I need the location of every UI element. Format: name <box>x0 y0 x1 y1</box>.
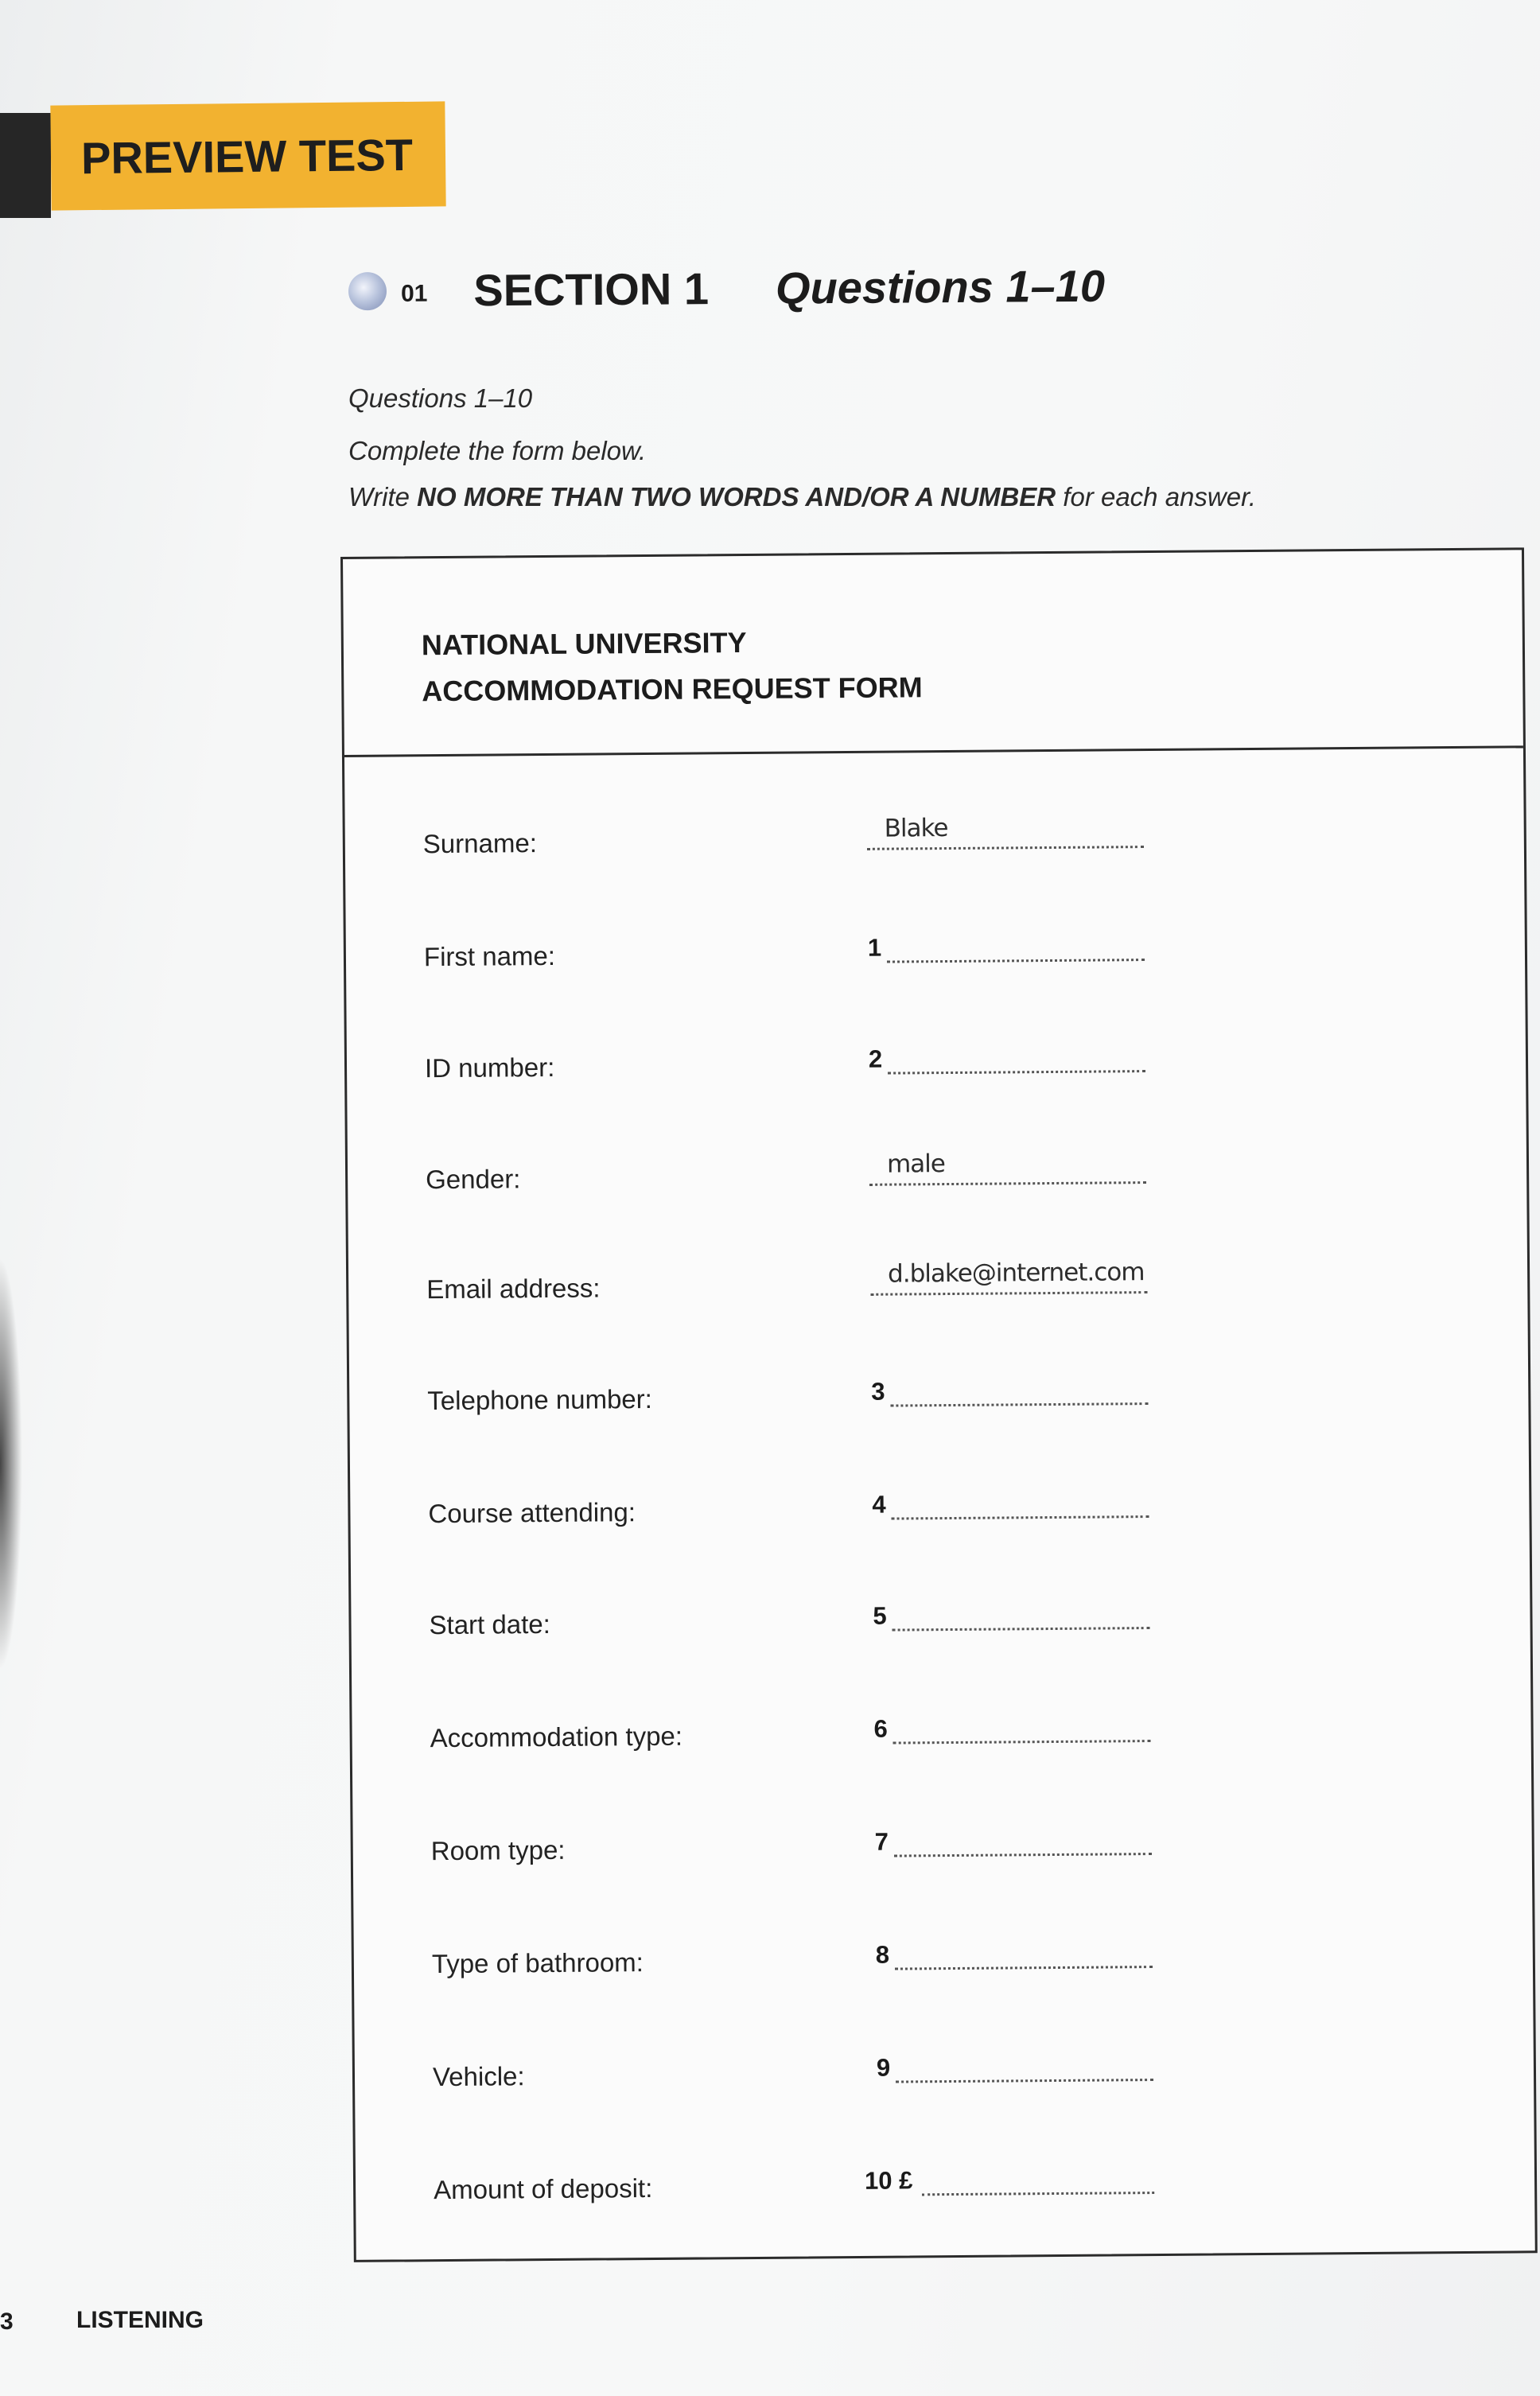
form-row-course <box>350 1490 1529 1547</box>
page-number: 3 <box>0 2308 14 2335</box>
answer-blank[interactable] <box>892 1515 1149 1520</box>
form-title-line1: NATIONAL UNIVERSITY <box>421 625 747 662</box>
form-row-vehicle <box>355 2053 1534 2110</box>
question-number: 1 <box>867 933 882 962</box>
question-number: 9 <box>876 2053 891 2082</box>
section-questions: Questions 1–10 <box>775 260 1106 313</box>
section-heading <box>348 260 1105 317</box>
field-label: Gender: <box>426 1164 521 1195</box>
footer-label: LISTENING <box>76 2307 204 2333</box>
answer-blank[interactable] <box>887 959 1145 963</box>
answer-blank[interactable] <box>892 1627 1150 1632</box>
question-number: 7 <box>874 1827 889 1856</box>
question-number: 4 <box>872 1490 886 1519</box>
track-number: 01 <box>400 280 428 307</box>
answer-line <box>870 1291 1147 1296</box>
instruction-questions: Questions 1–10 <box>348 383 533 413</box>
banner-tab <box>0 113 51 218</box>
accommodation-form <box>340 547 1538 2262</box>
handwritten-answer: d.blake@internet.com <box>887 1258 1145 1289</box>
form-header <box>343 550 1523 757</box>
question-number: 2 <box>868 1044 883 1073</box>
form-row-room-type <box>353 1827 1532 1885</box>
field-label: Course attending: <box>428 1497 636 1529</box>
field-label: First name: <box>423 940 556 972</box>
answer-line <box>869 1181 1146 1186</box>
field-label: ID number: <box>424 1052 555 1083</box>
page-edge-shadow <box>0 1257 22 1671</box>
question-number: 5 <box>873 1601 887 1630</box>
field-label: Email address: <box>426 1273 601 1305</box>
question-number: 6 <box>873 1714 888 1743</box>
preview-test-banner <box>50 101 445 210</box>
banner-label: PREVIEW TEST <box>80 129 414 183</box>
form-row-id-number <box>347 1044 1526 1102</box>
field-label: Amount of deposit: <box>433 2172 653 2205</box>
form-row-accommodation-type <box>352 1714 1531 1772</box>
form-row-first-name <box>346 933 1525 990</box>
section-title: SECTION 1 <box>473 263 710 316</box>
field-label: Vehicle: <box>432 2061 525 2092</box>
answer-blank[interactable] <box>895 1966 1153 1970</box>
answer-blank[interactable] <box>922 2192 1154 2196</box>
form-row-email <box>348 1258 1527 1323</box>
form-row-start-date <box>351 1601 1530 1659</box>
handwritten-answer: Blake <box>884 814 948 843</box>
field-label: Start date: <box>429 1608 550 1640</box>
answer-blank[interactable] <box>896 2079 1153 2083</box>
form-row-gender <box>348 1149 1526 1213</box>
question-number: 8 <box>875 1940 890 1969</box>
instruction-complete: Complete the form below. <box>348 436 647 465</box>
field-label: Room type: <box>430 1834 566 1866</box>
form-title-line2: ACCOMMODATION REQUEST FORM <box>422 671 923 708</box>
form-title <box>422 618 923 714</box>
audio-cd-icon <box>348 271 387 309</box>
field-label: Type of bathroom: <box>431 1947 644 1979</box>
instruction-word-limit: Write NO MORE THAN TWO WORDS AND/OR A NUMBER for each answer. <box>348 482 1257 511</box>
field-label: Surname: <box>422 828 538 859</box>
form-row-bathroom <box>354 1940 1533 1997</box>
answer-line <box>867 846 1144 850</box>
question-number: 3 <box>871 1377 885 1406</box>
question-number: 10 £ <box>864 2166 913 2195</box>
answer-blank[interactable] <box>888 1070 1145 1075</box>
form-row-surname <box>345 814 1524 877</box>
field-label: Accommodation type: <box>430 1721 683 1753</box>
handwritten-answer: male <box>886 1149 946 1179</box>
answer-blank[interactable] <box>893 1740 1151 1744</box>
form-row-telephone <box>349 1377 1528 1434</box>
answer-blank[interactable] <box>890 1402 1148 1407</box>
field-label: Telephone number: <box>427 1383 653 1416</box>
answer-blank[interactable] <box>894 1853 1152 1857</box>
form-row-deposit <box>356 2166 1534 2223</box>
